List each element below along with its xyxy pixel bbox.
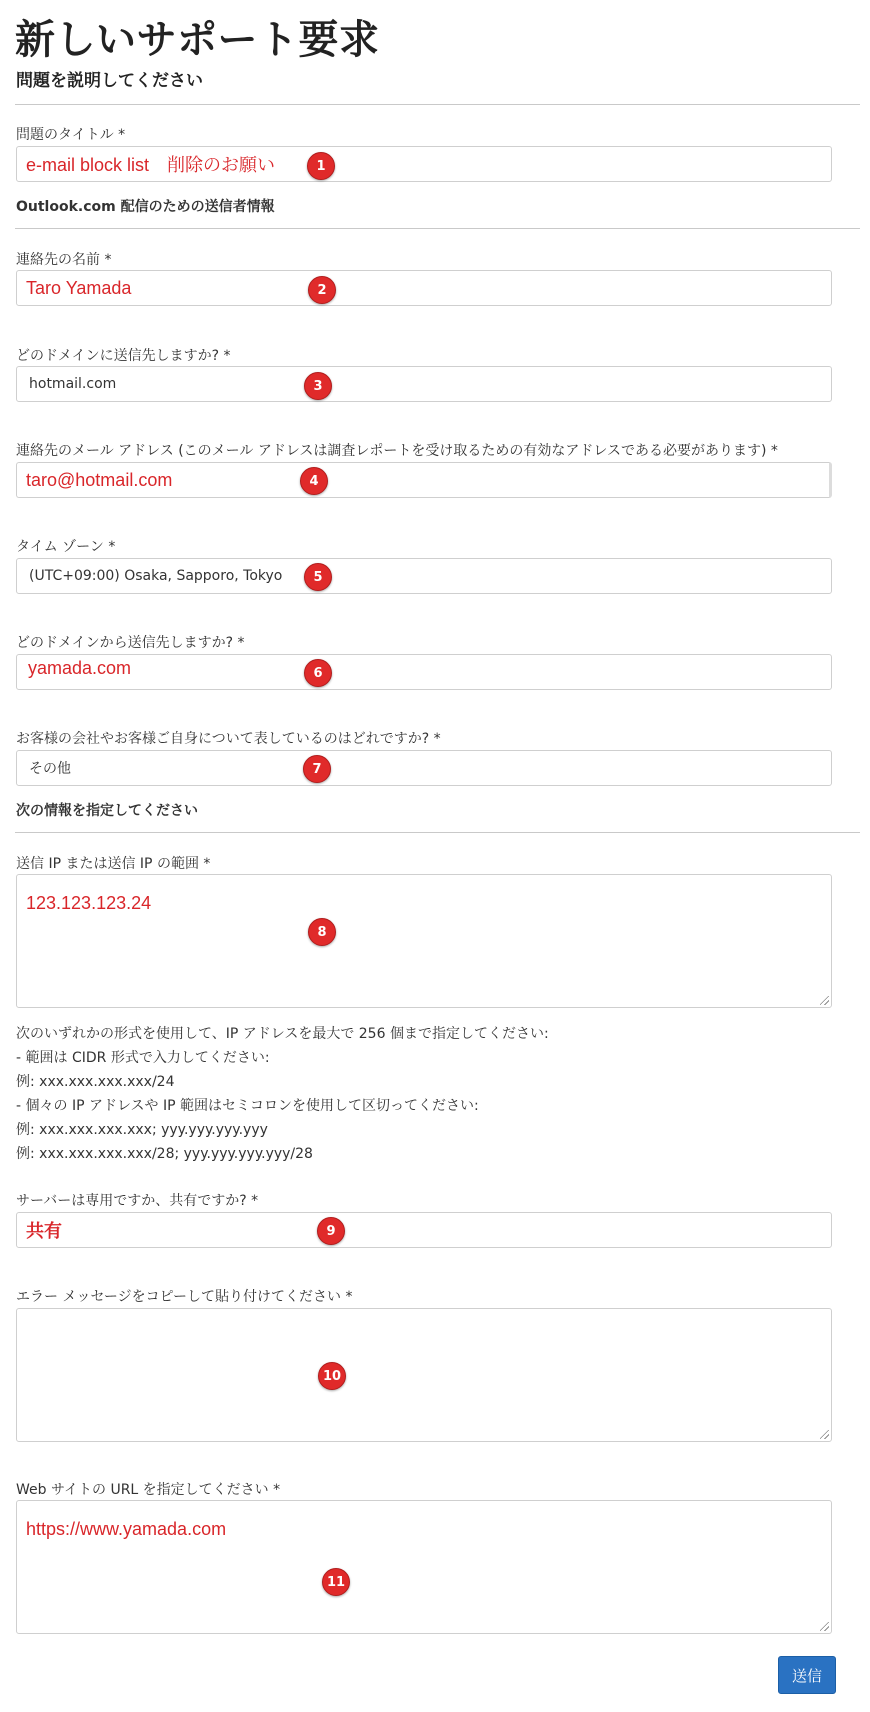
contact-email-label: 連絡先のメール アドレス (このメール アドレスは調査レポートを受け取るための有効なアドレスである必要があります) * <box>16 443 778 459</box>
submit-button[interactable]: 送信 <box>778 1656 836 1694</box>
sending-to-domain-select[interactable] <box>16 366 832 402</box>
sending-to-domain-value: hotmail.com <box>29 376 117 392</box>
annotation-marker-1: 1 <box>307 152 335 180</box>
error-message-textarea[interactable] <box>16 1308 832 1442</box>
ip-help-line: - 範囲は CIDR 形式で入力してください: <box>16 1050 270 1066</box>
sending-ip-value: 123.123.123.24 <box>26 893 152 913</box>
divider <box>15 832 860 833</box>
ip-help-line: 例: xxx.xxx.xxx.xxx/28; yyy.yyy.yyy.yyy/28 <box>16 1146 313 1162</box>
server-type-select[interactable] <box>16 1212 832 1248</box>
page-subtitle: 問題を説明してください <box>16 71 203 91</box>
issue-title-value: e-mail block list 削除のお願い <box>26 155 276 175</box>
ip-help-line: 例: xxx.xxx.xxx.xxx; yyy.yyy.yyy.yyy <box>16 1122 268 1138</box>
contact-email-value: taro@hotmail.com <box>26 469 173 490</box>
resize-handle[interactable] <box>820 1622 829 1631</box>
company-type-select[interactable] <box>16 750 832 786</box>
ip-help-line: 次のいずれかの形式を使用して、IP アドレスを最大で 256 個まで指定してください: <box>16 1026 549 1042</box>
resize-handle[interactable] <box>820 1430 829 1439</box>
contact-name-input[interactable] <box>16 270 832 306</box>
annotation-marker-8: 8 <box>308 918 336 946</box>
server-type-value: 共有 <box>26 1221 62 1241</box>
annotation-marker-9: 9 <box>317 1217 345 1245</box>
annotation-marker-5: 5 <box>304 563 332 591</box>
sending-ip-textarea[interactable] <box>16 874 832 1008</box>
divider <box>15 228 860 229</box>
error-message-label: エラー メッセージをコピーして貼り付けてください * <box>16 1289 353 1305</box>
time-zone-label: タイム ゾーン * <box>16 539 116 555</box>
sending-from-domain-input[interactable] <box>16 654 832 690</box>
sending-from-domain-value: yamada.com <box>28 657 132 678</box>
sending-ip-label: 送信 IP または送信 IP の範囲 * <box>16 856 211 872</box>
issue-title-label: 問題のタイトル * <box>16 127 126 143</box>
page-title: 新しいサポート要求 <box>15 17 380 63</box>
annotation-marker-10: 10 <box>318 1362 346 1390</box>
sending-from-domain-label: どのドメインから送信先しますか? * <box>16 635 245 651</box>
website-url-textarea[interactable] <box>16 1500 832 1634</box>
issue-title-input[interactable] <box>16 146 832 182</box>
time-zone-value: (UTC+09:00) Osaka, Sapporo, Tokyo <box>29 568 283 584</box>
annotation-marker-6: 6 <box>304 659 332 687</box>
ip-help-line: - 個々の IP アドレスや IP 範囲はセミコロンを使用して区切ってください: <box>16 1098 479 1114</box>
website-url-label: Web サイトの URL を指定してください * <box>16 1482 281 1498</box>
sending-to-domain-label: どのドメインに送信先しますか? * <box>16 348 231 364</box>
annotation-marker-4: 4 <box>300 467 328 495</box>
annotation-marker-7: 7 <box>303 755 331 783</box>
divider <box>15 104 860 105</box>
time-zone-select[interactable] <box>16 558 832 594</box>
company-type-value: その他 <box>29 761 71 777</box>
server-type-label: サーバーは専用ですか、共有ですか? * <box>16 1193 259 1209</box>
annotation-marker-2: 2 <box>308 276 336 304</box>
contact-email-input[interactable] <box>16 462 832 498</box>
contact-name-value: Taro Yamada <box>26 277 132 298</box>
section-heading-outlook-sender: Outlook.com 配信のための送信者情報 <box>16 199 275 215</box>
company-type-label: お客様の会社やお客様ご自身について表しているのはどれですか? * <box>16 731 441 747</box>
section-heading-specify-info: 次の情報を指定してください <box>16 803 198 819</box>
annotation-marker-3: 3 <box>304 372 332 400</box>
ip-format-help <box>16 1022 549 1166</box>
ip-help-line: 例: xxx.xxx.xxx.xxx/24 <box>16 1074 175 1090</box>
annotation-marker-11: 11 <box>322 1568 350 1596</box>
website-url-value: https://www.yamada.com <box>26 1519 227 1539</box>
contact-name-label: 連絡先の名前 * <box>16 252 112 268</box>
resize-handle[interactable] <box>820 996 829 1005</box>
